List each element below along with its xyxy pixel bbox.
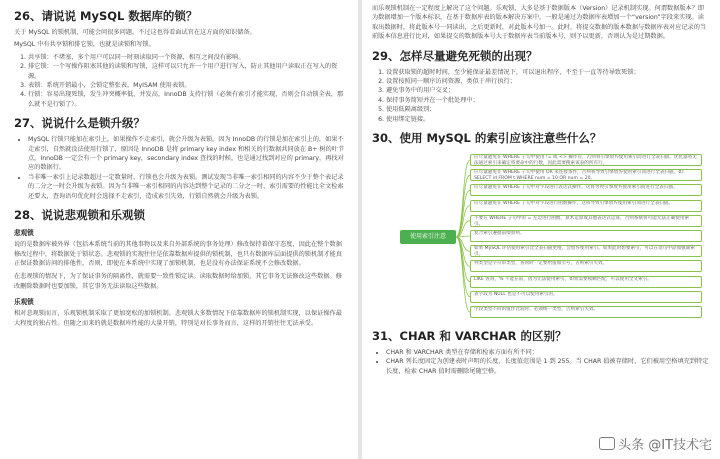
list-item: • CHAR 和 VARCHAR 类型在存储和检索方面有所不同；	[386, 348, 710, 357]
watermark	[599, 434, 712, 453]
list-item: • MySQL 行锁只能加在索引上，如果操作不走索引，就会升级为表锁。因为 InnoDB 的行锁是加在索引上的，如果不走索引，自然就没法使用行锁了，原因是 InnoDB 是将 primary key index 和相关的行数据共同放在 B+ 树的叶节点。InnoDB 一定会有一个 primary key，secondary index 查找的时候，也是通过找到对应的 primary，再找对应的数据行。	[28, 135, 348, 173]
optimistic-continuation: 而乐观锁机制在一定程度上解决了这个问题。乐观锁，大多是基于数据版本（Version）记录机制实现。何谓数据版本？即为数据增加一个版本标识，在基于数据库表的版本解决方案中，一般是通过为数据库表增加一个“version”字段来实现。读取出数据时，将此版本号一同读出，之后更新时，对此版本号加一。此时，将提交数据的版本数据与数据库表对应记录的当前版本信息进行比对，如果提交的数据版本号大于数据库表当前版本号，则予以更新，否则认为是过期数据。	[372, 5, 707, 41]
right-page	[362, 0, 720, 459]
mindmap-node: 复合索引遵循前缀原则。	[470, 230, 702, 242]
list-item: 1. 设置获取锁的超时时间，至少能保证最差情况下，可以退出程序，不至于一直等待导致死锁；	[386, 68, 710, 77]
mindmap-node: 应尽量避免在 WHERE 子句中使用 != 或 <> 操作符，否则将引擎放弃使用索引而进行全表扫描。优化器将无法通过索引来确定将要命中的行数，因此需要搜索该表的所有行。	[470, 154, 702, 166]
list-item: 6. 使用绑定链接。	[386, 115, 710, 124]
list-item: 2. 排它锁：一个写操作阻塞其他的读锁和写锁，这样可以只允许一个用户进行写入，防止其他用户读取正在写入的资源。	[28, 62, 348, 81]
q26-heading: 26、请说说 MySQL 数据库的锁？	[14, 9, 198, 23]
mindmap-root: 使用索引注意	[400, 230, 456, 244]
pessimistic-lock-heading: 悲观锁	[14, 229, 34, 238]
q29-list	[372, 68, 710, 124]
pessimistic-paragraph-2: 在悲观锁的情况下，为了保证事务的隔离性，就需要一致性锁定读。读取数据时给加锁，其它事务无法修改这些数据。修改删除数据时也要加锁，其它事务无法读取这些数据。	[14, 273, 342, 290]
mindmap-node: 应尽量避免在 WHERE 子句中使用 OR 来连接条件，否则将导致引擎放弃使用索引而进行全表扫描，如：SELECT id FROM t WHERE num = 10 OR num = 20。	[470, 169, 702, 181]
q26-intro-1: 关于 MySQL 的锁机制，可能会问很多问题，不过这也得看面试官在这方面的知识储备。	[14, 29, 256, 36]
list-item: • CHAR 列长度固定为创建表时声明的长度，长度值范围是 1 到 255。当 CHAR 值被存储时，它们被用空格填充到特定长度，检索 CHAR 值时需删除尾随空格。	[386, 357, 710, 376]
q28-heading: 28、说说悲观锁和乐观锁	[14, 208, 146, 223]
mindmap-node: 应尽量避免在 WHERE 子句中对字段进行函数操作，这将导致引擎放弃使用索引而进行全表扫描。	[470, 200, 702, 212]
mindmap-connector	[456, 160, 470, 237]
watermark-text: 头条 @IT技术宅	[618, 438, 712, 453]
mindmap-node: 如果 MySQL 评估使用索引比全表扫描更慢，会放弃使用索引。如果此时想要索引，可以在语句中添加强制索引。	[470, 245, 702, 257]
mindmap-node: LIKE 查询，% 不能在前，因为无法使用索引。如果需要模糊匹配，可以使用全文索引。	[470, 276, 702, 288]
q30-heading: 30、使用 MySQL 的索引应该注意些什么？	[372, 131, 602, 146]
list-item: 2. 设置按照同一顺序访问资源，类似于串行执行；	[386, 77, 710, 86]
pessimistic-paragraph-1: 说的是数据库被外界（包括本系统当前的其他事物以及来自外部系统的事务处理）修改保持着保守态度，因此在整个数据修改过程中，将数据处于锁状态。悲观锁的实现往往是依靠数据库提供的锁机制，也只有数据库层面提供的锁机制才能真正保证数据访问的排他性，否则，即使在本系统中实现了加锁机制，也是没有办法保证系统不会修改数据。	[14, 241, 342, 267]
list-item: 3. 避免事务中的用户交叉；	[386, 86, 710, 95]
q27-heading: 27、说说什么是锁升级？	[14, 116, 146, 131]
optimistic-lock-heading: 乐观锁	[14, 298, 34, 307]
mindmap-node: 表字段为 NULL 也是不可以使用索引的。	[470, 291, 702, 303]
index-mindmap	[372, 150, 708, 322]
list-item: 4. 行锁：容易出现死锁，发生冲突概率低，并发高，InnoDB 支持行锁（必须有索引才能实现，否则会自动锁全表，那么就不是行锁了）。	[28, 90, 348, 109]
left-page	[0, 0, 358, 459]
list-item: 4. 保持事务简短并在一个批处理中；	[386, 96, 710, 105]
optimistic-paragraph-1: 相对悲观锁而言，乐观锁机制采取了更加宽松的加锁机制。悲观锁大多数情况下依靠数据库的锁机制实现，以保证操作最大程度的独占性。但随之而来的就是数据库性能的大量开销，特别是对长事务而言，这样的开销往往无法承受。	[14, 310, 342, 327]
mindmap-node: 列类型是字符串类型，查询时一定要给值加引号，否则索引失效。	[470, 260, 702, 272]
list-item: 1. 共享锁：不堵塞，多个用户可以同一时刻读取同一个资源，相互之间没有影响。	[28, 53, 348, 62]
list-item: 3. 表锁：系统开销最小，会锁定整张表，MyISAM 使用表锁。	[28, 81, 348, 90]
mindmap-node: 不要在 WHERE 子句中的 = 左边进行函数、算术运算或其他表达式运算，否则系统将可能无法正确使用索引。	[470, 215, 702, 227]
camera-icon	[599, 437, 615, 450]
mindmap-node: 应尽量避免在 WHERE 子句中对字段进行表达式操作，这将导致引擎放弃使用索引而进行全表扫描。	[470, 184, 702, 196]
q26-list	[14, 53, 348, 109]
mindmap-connector	[456, 237, 470, 312]
q31-list	[372, 348, 710, 376]
mindmap-node: 字段类型不同的值作比较时，必须统一类型，否则索引失效。	[470, 306, 702, 318]
list-item: • 当非唯一索引上记录数超过一定数量时，行锁也会升级为表锁。测试发现当非唯一索引相同的内容不少于整个表记录的二分之一时会升级为表锁。因为当非唯一索引相同的内容达到整个记录的二分之一时，索引需要的性能比全文检索还要大，查询语句优化时会选择不走索引，造成索引失效，行锁自然就会升级为表锁。	[28, 173, 348, 201]
q31-heading: 31、CHAR 和 VARCHAR 的区别？	[372, 329, 567, 344]
q27-list	[14, 135, 348, 201]
q26-intro-2: MySQL 中有共享锁和排它锁，也就是读锁和写锁。	[14, 41, 155, 49]
mindmap-connector	[456, 237, 470, 297]
list-item: 5. 使用低隔离级别；	[386, 105, 710, 114]
q29-heading: 29、怎样尽量避免死锁的出现？	[372, 48, 538, 63]
